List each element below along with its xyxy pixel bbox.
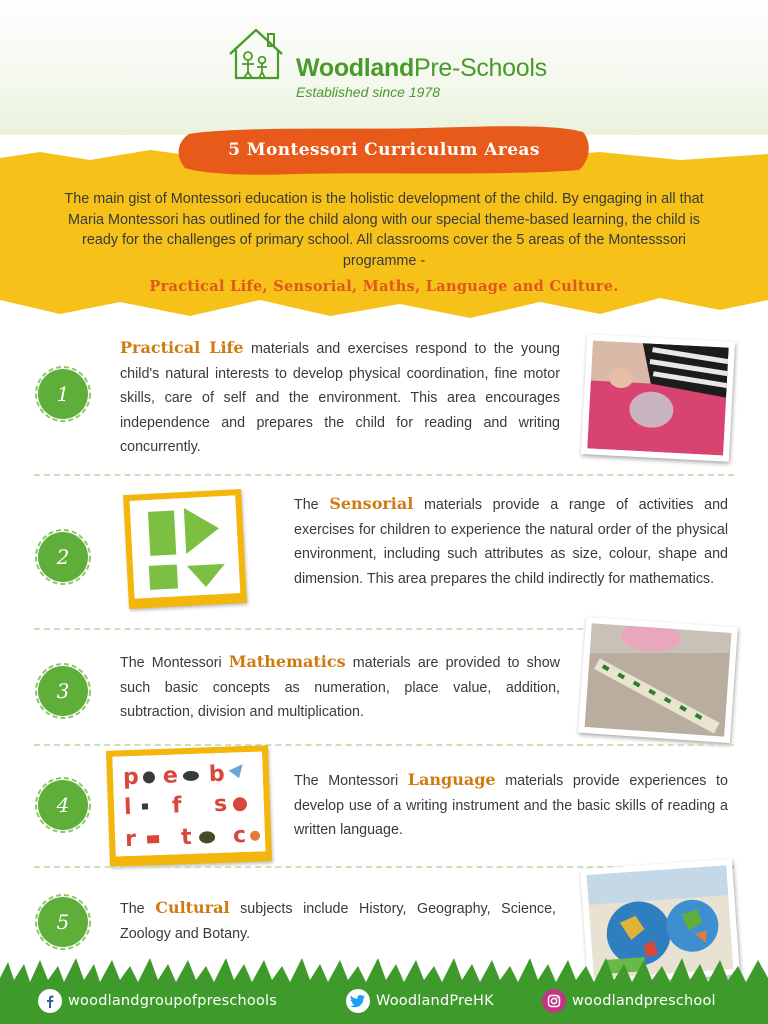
section-text-before: The	[294, 497, 330, 513]
svg-text:r: r	[124, 826, 137, 853]
section-text-before: The Montessori	[294, 773, 408, 789]
instagram-handle: woodlandpreschool	[572, 993, 716, 1009]
intro-text: The main gist of Montessori education is the holistic development of the child. By engaging in all that Maria Montessori has outlined for the child along with our special theme-based learning, the child is ready for the challenges of primary school. All classrooms cover the 5 areas of the Montesssori programme -	[64, 191, 704, 269]
divider	[34, 474, 734, 476]
svg-text:t: t	[180, 824, 193, 851]
number-label: 4	[56, 793, 70, 817]
section-text-after: subjects include History, Geography, Science, Zoology and Botany.	[120, 901, 556, 942]
practical-life-image	[587, 341, 728, 456]
photo-practical-life	[581, 334, 735, 462]
section-text-after: materials provide experiences to develop use of a writing instrument and the basic skills of reading a written language.	[294, 773, 728, 838]
section-text-after: materials provide a range of activities and exercises for children to experience the natural order of the physical environment, including such attributes as size, colour, shape and dimension. This area prepares the child indirectly for mathematics.	[294, 497, 729, 587]
number-label: 5	[56, 910, 70, 934]
number-label: 3	[56, 679, 70, 703]
section-language	[294, 768, 728, 843]
mathematics-image	[585, 623, 732, 737]
twitter-icon	[346, 989, 370, 1013]
section-highlight: Sensorial	[329, 494, 414, 513]
svg-text:f: f	[171, 793, 183, 819]
svg-text:s: s	[213, 791, 228, 818]
page-title: 5 Montessori Curriculum Areas	[228, 140, 540, 160]
photo-sensorial	[123, 489, 247, 609]
svg-text:e: e	[162, 763, 179, 789]
section-text-before: The Montessori	[120, 655, 229, 671]
svg-text:l: l	[123, 795, 133, 821]
instagram-link[interactable]	[542, 989, 716, 1013]
section-mathematics	[120, 650, 560, 725]
section-highlight: Mathematics	[228, 652, 346, 671]
number-badge-4	[34, 776, 92, 834]
number-badge-3	[34, 662, 92, 720]
number-badge-1	[34, 365, 92, 423]
number-badge-5	[34, 893, 92, 951]
section-sensorial	[294, 492, 728, 591]
section-text-before: The	[120, 901, 156, 917]
house-family-icon	[224, 26, 288, 82]
facebook-link[interactable]	[38, 989, 277, 1013]
instagram-icon	[542, 989, 566, 1013]
section-practical-life	[120, 336, 560, 460]
brand-tagline: Established since 1978	[296, 84, 440, 100]
facebook-icon	[38, 989, 62, 1013]
svg-text:b: b	[208, 761, 226, 788]
areas-summary: Practical Life, Sensorial, Maths, Language and Culture.	[149, 278, 619, 295]
section-cultural	[120, 896, 556, 946]
sensorial-image	[129, 495, 240, 598]
photo-mathematics	[578, 617, 738, 743]
language-image	[112, 751, 265, 856]
section-text-after: materials are provided to show such basic concepts as numeration, place value, addition, subtraction, division and multiplication.	[120, 655, 560, 720]
section-text-after: materials and exercises respond to the young child's natural interests to develop physical coordination, fine motor skills, care of self and the environment. This area encourages independence and prepares the child for reading and writing concurrently.	[120, 341, 560, 455]
section-highlight: Cultural	[155, 898, 230, 917]
photo-language	[106, 745, 272, 867]
divider	[34, 744, 734, 746]
brand-logo[interactable]	[224, 26, 554, 106]
twitter-link[interactable]	[346, 989, 494, 1013]
svg-text:c: c	[232, 823, 247, 849]
section-highlight: Language	[407, 770, 496, 789]
number-label: 2	[56, 545, 70, 569]
svg-text:p: p	[122, 764, 140, 791]
section-highlight: Practical Life	[120, 338, 244, 357]
brand-name: WoodlandPre-Schools	[296, 54, 547, 82]
facebook-handle: woodlandgroupofpreschools	[68, 993, 278, 1009]
number-label: 1	[56, 382, 70, 406]
number-badge-2	[34, 528, 92, 586]
twitter-handle: WoodlandPreHK	[376, 993, 494, 1009]
